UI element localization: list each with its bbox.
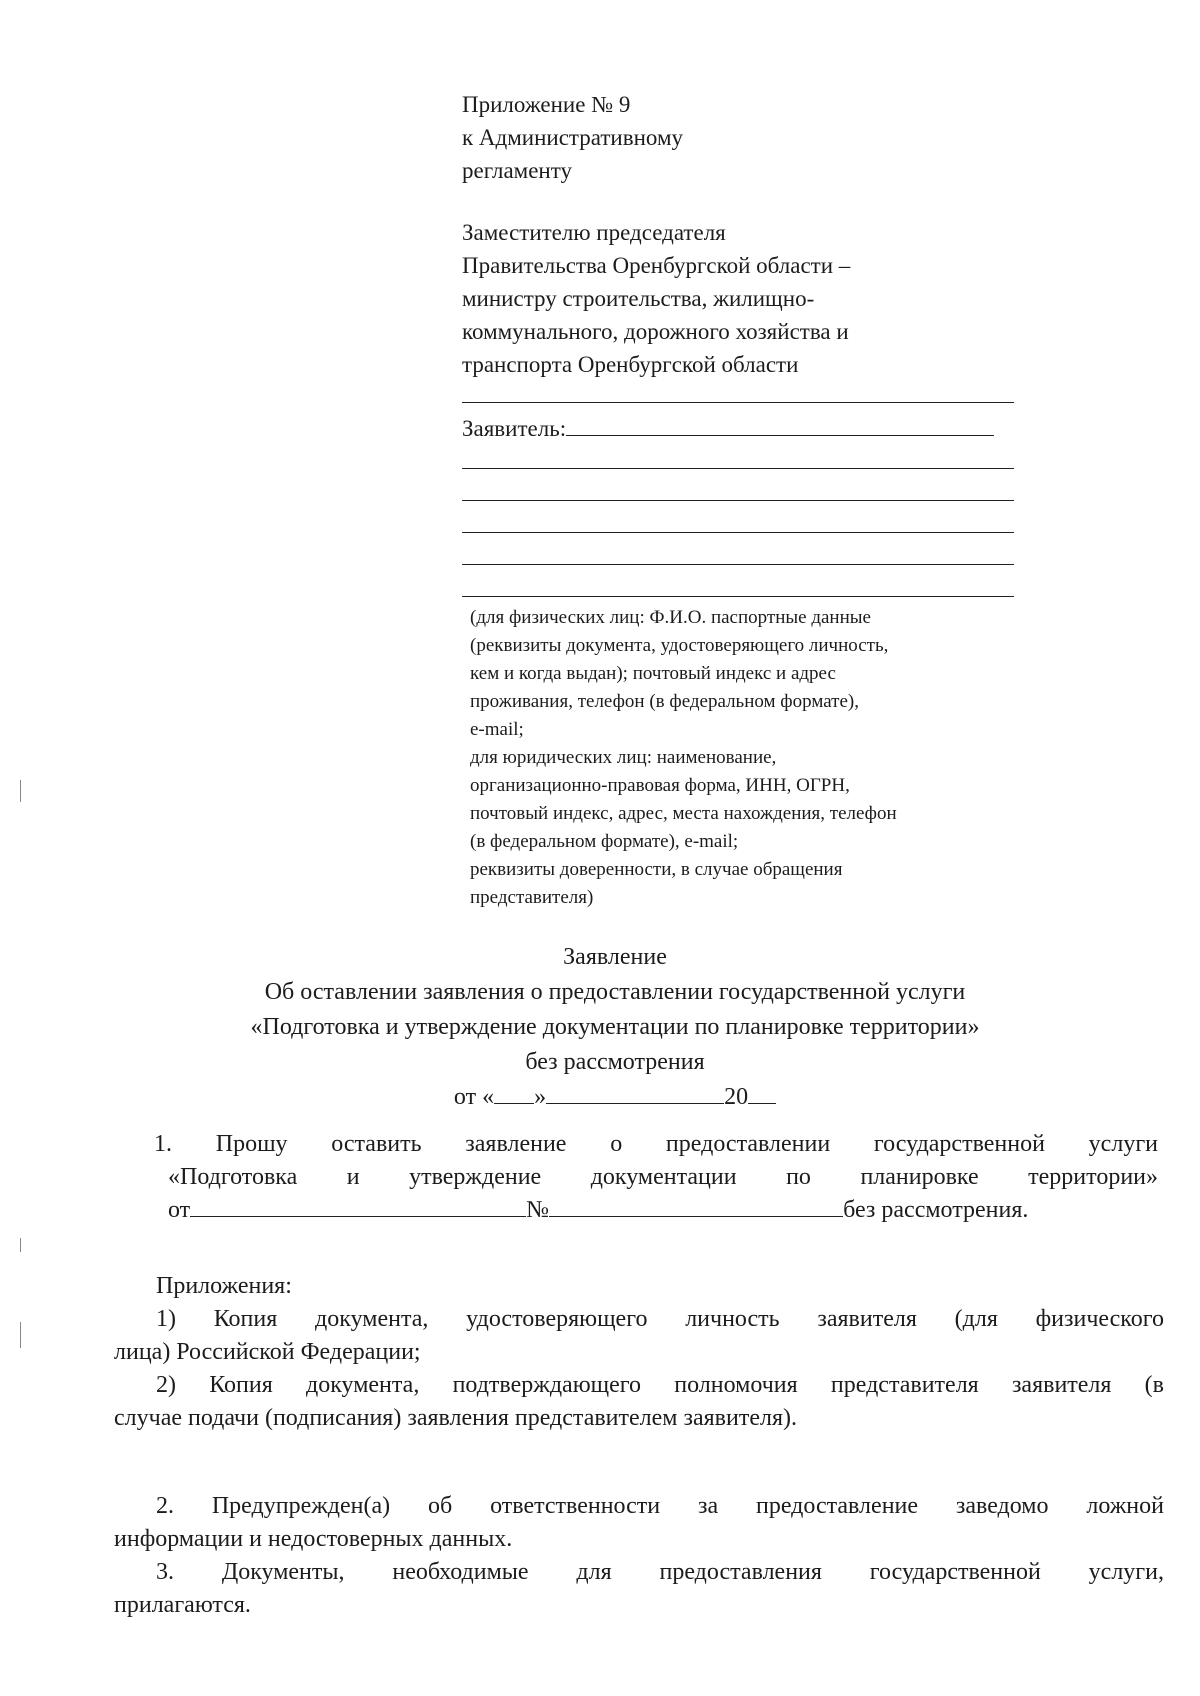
title-line: «Подготовка и утверждение документации по планировке территории»	[250, 1014, 980, 1040]
p1-end: без рассмотрения.	[843, 1197, 1029, 1223]
application-number-field[interactable]	[549, 1196, 843, 1217]
note-line: почтовый индекс, адрес, места нахождения, телефон	[470, 803, 897, 824]
p1-line: «Подготовка и утверждение документации по планировке территории»	[168, 1164, 1158, 1190]
note-line: организационно-правовая форма, ИНН, ОГРН,	[470, 775, 850, 796]
date-day-field[interactable]	[494, 1083, 534, 1104]
blank-line[interactable]	[462, 596, 1014, 597]
p1-num: №	[526, 1197, 550, 1223]
applicant-label: Заявитель:	[462, 416, 567, 441]
attachments-list	[114, 1303, 1164, 1435]
attachment-line: лица) Российской Федерации;	[114, 1339, 421, 1365]
date-year-field[interactable]	[748, 1083, 776, 1104]
appendix-line: регламенту	[462, 158, 572, 183]
appendix-line: Приложение № 9	[462, 92, 631, 117]
p2-line: информации и недостоверных данных.	[114, 1526, 513, 1552]
p1-from: от	[168, 1197, 191, 1223]
note-line: реквизиты доверенности, в случае обращения	[470, 859, 843, 880]
applicant-field[interactable]	[566, 415, 994, 436]
paragraph-1	[154, 1128, 1158, 1227]
applicant-row	[462, 412, 1022, 445]
attachment-line: 1) Копия документа, удостоверяющего личность заявителя (для физического	[156, 1306, 1164, 1332]
attachment-line: случае подачи (подписания) заявления представителем заявителя).	[114, 1405, 797, 1431]
appendix-line: к Административному	[462, 125, 684, 150]
note-line: (для физических лиц: Ф.И.О. паспортные данные	[470, 607, 871, 628]
p2-line: 2. Предупрежден(а) об ответственности за предоставление заведомо ложной	[156, 1493, 1164, 1519]
attachment-line: 2) Копия документа, подтверждающего полномочия представителя заявителя (в	[156, 1372, 1164, 1398]
document-title	[120, 940, 1110, 1115]
date-mid: »	[534, 1084, 547, 1110]
title-word: Заявление	[563, 944, 667, 970]
application-date-field[interactable]	[190, 1196, 526, 1217]
addressee-line: Правительства Оренбургской области –	[462, 253, 851, 278]
attachments-heading: Приложения:	[156, 1273, 292, 1299]
date-month-field[interactable]	[546, 1083, 724, 1104]
scan-mark	[20, 1322, 21, 1348]
blank-line[interactable]	[462, 564, 1014, 565]
paragraphs-2-3	[114, 1490, 1164, 1622]
applicant-instructions	[470, 604, 1030, 912]
title-line: без рассмотрения	[525, 1049, 705, 1075]
p3-line: 3. Документы, необходимые для предоставления государственной услуги,	[156, 1559, 1164, 1585]
p1-line	[168, 1194, 1158, 1227]
appendix-reference	[462, 88, 1022, 187]
blank-line[interactable]	[462, 500, 1014, 501]
p3-line: прилагаются.	[114, 1592, 251, 1618]
blank-line[interactable]	[462, 532, 1014, 533]
note-line: e-mail;	[470, 719, 524, 740]
note-line: кем и когда выдан); почтовый индекс и адрес	[470, 663, 836, 684]
note-line: (в федеральном формате), e-mail;	[470, 831, 739, 852]
date-year: 20	[724, 1084, 749, 1110]
addressee-line: транспорта Оренбургской области	[462, 352, 799, 377]
addressee-line: Заместителю председателя	[462, 220, 726, 245]
note-line: для юридических лиц: наименование,	[470, 747, 777, 768]
note-line: (реквизиты документа, удостоверяющего личность,	[470, 635, 889, 656]
addressee-line: коммунального, дорожного хозяйства и	[462, 319, 849, 344]
scan-mark	[20, 1238, 21, 1252]
p1-line: 1. Прошу оставить заявление о предоставлении государственной услуги	[154, 1131, 1158, 1157]
addressee-line: министру строительства, жилищно-	[462, 286, 815, 311]
note-line: представителя)	[470, 887, 594, 908]
date-prefix: от «	[453, 1084, 495, 1110]
title-line: Об оставлении заявления о предоставлении государственной услуги	[264, 979, 966, 1005]
addressee-block	[462, 216, 1022, 381]
scan-mark	[20, 780, 21, 802]
blank-line[interactable]	[462, 468, 1014, 469]
title-date	[120, 1080, 1110, 1115]
note-line: проживания, телефон (в федеральном формате),	[470, 691, 859, 712]
blank-line	[462, 402, 1014, 403]
